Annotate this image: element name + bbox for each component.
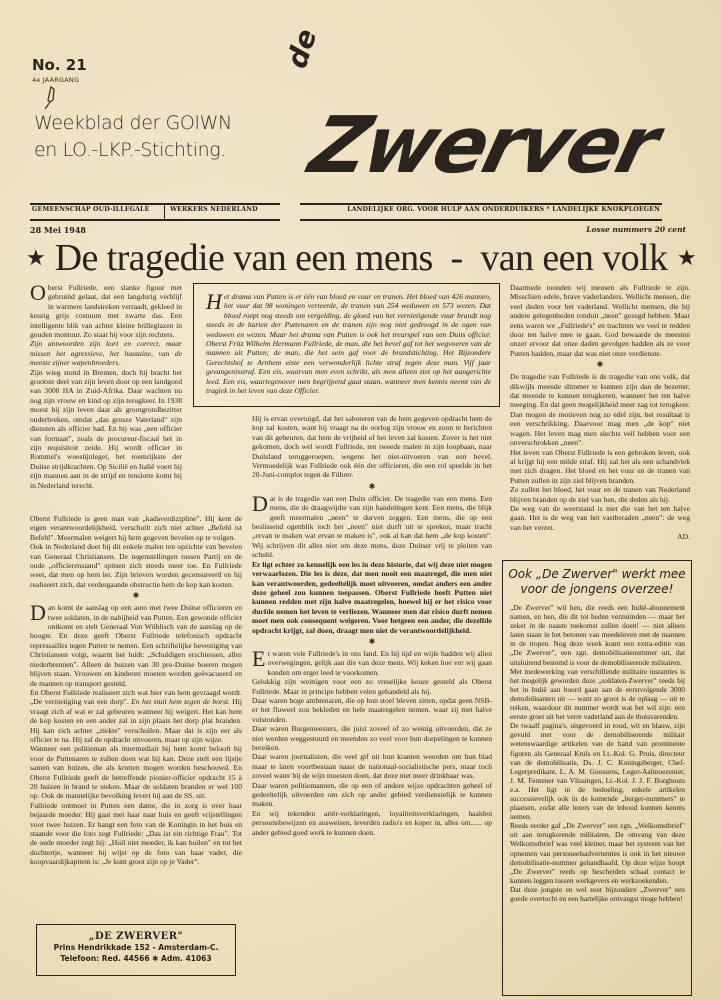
col3-p3: Het leven van Oberst Fullriede is een gebroken leven, ook al krijgt hij een milde straf. Hij zal het als een schandvlek met zich dragen. Het bloed en het vuur en de tranen van Putten zullen in zijn ziel blijven branden. xyxy=(510,447,690,485)
col2-dropcap-2: E xyxy=(252,645,266,671)
band-divider xyxy=(164,203,165,220)
col2-p5: Gelukkig zijn weinigen voor een zo vreselijke keuze gesteld als Oberst Fullriede. Maar in principe hebben velen gehandeld als hij. xyxy=(252,677,492,696)
headline xyxy=(26,236,696,280)
col2-p10: En wij tekenden ariër-verklaringen, loyaliteitsverklaringen, haalden persoonsbewijzen en ausweisen, leverden radio's en koper in, alles om...... op ander gebied goed werk te kunnen doen. xyxy=(252,808,492,837)
col3-p5: De weg van de weerstand is niet die van het ten halve gaan. Het is de weg van het vastberaden „neen": de weg van het verzet. xyxy=(510,503,690,532)
ook-p3: De twaalf pagina's, uitgevoerd in rood, wit en blauw, zijn gevuld met voor de demobiliserende militair wetenswaardige artikelen van de hand van prominente figuren als Generaal Kruls en Lt.-Kol. G. Pruis, directeur van de demobilisatie, Ds. J. C. Koningsberger, Chef-Legerpredikant, L. A. M. Goossens, Leger-Aalmoezenier, J. M. Fentener van Vlissingen, Lt.-Kol. J. J. F. Borghouts e.a. Het ligt in de bedoeling, enkele artikelen successievelijk ook in de komende „burger-nummers" te plaatsen, zodat alle lezers van de inhoud kunnen kennis nemen. xyxy=(510,721,685,822)
band-rule-top-left xyxy=(30,203,280,205)
column-1-lower xyxy=(30,514,242,867)
section-separator-icon: ✱ xyxy=(368,636,376,646)
subtitle-line-2: en LO.-LKP.-Stichting. xyxy=(34,139,226,161)
col3-p4: Zo zullen het bloed, het vuur en de tranen van Nederland blijven branden op de ziel van hen, die deden als hij. xyxy=(510,485,690,504)
col2-p8: Daar waren journalisten, die veel gif uit hun kranten weerden om hun blad maar te laten voortbestaan naast de nationaal-socialistische pers, maar toch zoveel water bij de wijn moesten doen, dat deze niet meer drinkbaar was. xyxy=(252,752,492,781)
masthead-subtitle xyxy=(34,110,232,164)
band-right: LANDELIJKE ORG. VOOR HULP AAN ONDERDUIKERS * LANDELIJKE KNOKPLOEGEN xyxy=(347,206,660,213)
intro-dropcap: H xyxy=(206,289,222,314)
ook-p4: Reeds eerder gaf „De Zwerver" een zgn. „Welkomstbrief" uit aan terugkerende militairen. De omvang van deze Welkomstbrief was veel kleiner, maar het systeem van het opnemen van personeelsadvertenties is ook in het nieuwe demobilisatie-nummer gehandhaafd. Op deze wijze hoopt „De Zwerver" reeds op bescheiden schaal contact te kunnen leggen tussen werkgevers en werkzoekenden. xyxy=(510,821,685,885)
issue-number: No. 21 xyxy=(32,56,87,74)
address-line: Prins Hendrikkade 152 - Amsterdam-C. xyxy=(53,943,219,952)
column-1 xyxy=(30,280,182,490)
band-left-1: GEMEENSCHAP OUD-ILLEGALE xyxy=(32,206,150,213)
subtitle-line-1: Weekblad der GOIWN xyxy=(34,112,232,134)
issue-date: 28 Mei 1948 xyxy=(30,225,86,235)
ook-p1: „De Zwerver" wil hen, die reeds een Indië-abonnement namen, en hen, die dit tot heden verzuimden — maar het zeker in de naaste toekomst zullen doen! — niet alleen laten staan in het betonen van meedeleven met de mannen in de tropen. Nog deze week komt een extra-editie van „De Zwerver", een zgn. demobilisatienummer uit, dat uitsluitend bestemd is voor de demobiliserende militairen. xyxy=(510,603,685,667)
ook-title-line-1: Ook „De Zwerver" werkt mee xyxy=(508,567,686,581)
col2-dropcap-1: D xyxy=(252,490,268,516)
ook-title xyxy=(503,567,691,597)
col2-p7: Daar waren Burgemeesters, die juist zoveel of zo weinig uitvoerden, dat ze niet werden weggestuurd en meenden zo veel voor hun dorpelingen te kunnen bereiken. xyxy=(252,724,492,752)
col2-p6: Daar waren hoge ambtenaren, die op hun stoel bleven zitten, opdat geen NSB-er het fluweel zou bekleden en hele maatregelen nemen, waar zij met halve volstonden. xyxy=(252,695,492,724)
col2-p2: at is de tragedie van een Duits officier. De tragedie van een mens. Een mens, die de draagwijdte van zijn handelingen kent. Een mens, die blijk geeft meermalen „neen" te durven zeggen. Een mens, die op een beslissend ogenblik toch het „neen" niet durft uit te spreken, maar tracht „ervan te maken wat ervan te maken is", ook al kan dat hem „de kop kosten". Wij schrijven dit alles niet om deze mens, deze Duitser vrij te pleiten van schuld. xyxy=(252,493,492,560)
col1-dropcap-2: D xyxy=(30,600,46,626)
address-title: „DE ZWERVER" xyxy=(88,931,184,942)
col1-p9: Wanneer een politieman als intermediair bij hem komt belooft hij voor de Puttenaren te zullen doen wat hij kan. Deze stelt een lijstje samen van huizen, die als krotten mogen worden beschouwd. En Oberst Fullriede geeft de betreffende pionier-officier opdracht 15 à 20 huizen in brand te steken. Maar de soldaten branden er wel 100 op. Ook de mannelijke bevolking levert hij aan de SS. uit. xyxy=(30,744,242,801)
col1-p2: Zijn antwoorden zijn kort en correct, maar missen het agressieve, het hautaine, van de meeste zijner wapenbroeders. xyxy=(30,339,182,368)
band-rule-bottom-right xyxy=(300,219,662,221)
ook-p2: Met medewerking van verschillende militaire instanties is het mogelijk geworden deze „soldaten-Zwerver" reeds bij het in Indië aan boord gaan aan de eerstvolgende 3000 demobilisanten uit — want zo groot is de oplaag — uit te reiken, waardoor dit nummer wordt wat het wil zijn: een eerste groet uit het verre vaderland aan de thuisvarenden. xyxy=(510,666,685,722)
ook-p5: Dat deze jongste en wel zeer bijzondere „Zwerver" een goede overtocht en een hartelijke ontvangst moge hebben! xyxy=(510,884,685,903)
star-icon-left: ★ xyxy=(26,245,46,270)
logo-wordmark: Zwerver xyxy=(301,101,665,191)
col1-p10: Fullriede ontmoet in Putten een dame, die in zorg is over haar bejaarde moeder. Hij gaat met haar naar huis en geeft vrijstellingen voor twee huizen. Er hangt een foto van de Koningin in het huis en staande voor die foto zegt Fullriede: „Das ist ein richtige Frau". Tot de oude moeder zegt hij: „Huil niet moeder, ik kan huilen" en tot het dochtertje, wanneer hij wijst op de foto van haar vader, die koopvaardijkapitein is: „Je kunt groot zijn op je Vader". xyxy=(30,800,242,867)
band-rule-bottom-left xyxy=(30,219,280,221)
section-separator-icon: ✱ xyxy=(132,591,140,601)
band-left-2: WERKERS NEDERLAND xyxy=(170,206,258,213)
pen-nib-icon xyxy=(42,86,56,110)
intro-body: et drama van Putten is er één van bloed en vuur en tranen. Het bloed van 426 mannen, het vuur dat 98 woningen verteerde, de tranen van 254 weduwen en 573 wezen. Dat bloed roept nog steeds om vergelding, de gloed van het vernietigende vuur brandt nog steeds in de harten der Puttenaren en de tranen zijn nog niet gedroogd in de ogen van weduwen en wezen. Maar het drama van Putten is ook het treurspel van een Duits officier. Oberst Fritz Wilhelm Hermann Fullriede, de man, die het bevel gaf tot het wegvoeren van de mannen uit Putten; de man, die het sein gaf voor de brandstichting. Het Bijzondere Gerechtshof te Arnhem eiste een verwonderlijk lichte straf tegen deze man. Vijf jaar gevangenisstraf. Een eis, waarvan men even schrikt, als men alleen ziet op het aangerichte leed. Een eis, waartegenover men begrijpend gaat staan, wanneer men kennis neemt van de tragiek in het leven van deze Officier. xyxy=(206,292,491,396)
col1-p8: Hij vraagt zich af wat er zal gebeuren wanneer hij weigert. Het kan hem de kop kosten en een ander zal in zijn plaats het dorp plat branden. Hij kan zich achter „ziekte" verschuilen. Maar dat is zijn eer als officier te na. Hij zal de opdracht uitvoeren, maar op zijn wijze. xyxy=(30,697,242,744)
intro-box xyxy=(193,283,500,407)
volume-label: 4e JAARGANG xyxy=(32,76,80,84)
intro-text xyxy=(206,289,491,396)
col1-p3: Zijn wieg stond in Bremen, doch hij bracht het grootste deel van zijn leven door op een landgoed van 3000 HA in Zuid-Afrika. Daar wachten nu nog zijn vrouw en kind op zijn terugkeer. In 1938 moest hij zijn leven daar als grootgrondbezitter onderbreken, omdat „das grosze Vaterland" zijn diensten als officier had. En hij was „een officier van formaat", zoals de procureur-fiscaal het in zijn requisitoir zeide. Hij wordt officier in Rommel's woestijnleger, het roemrijkste der Duitse strijdkrachten. Op Sicilië en Italië voert hij zijn mannen aan in de strijd en tenslotte komt hij in Nederland terecht. xyxy=(30,367,182,490)
col2-p9: Daar waren politiemannen, die op een of andere wijze opdrachten geheel of gedeeltelijk uitvoerden om zich op ander gebied verdienstelijk te kunnen maken. xyxy=(252,780,492,809)
col2-p3-bold: Er ligt echter zo kennelijk een les in deze historie, dat wij deze niet mogen verwaarlozen. Die les is deze, dat men nooit een maatregel, die men niet kan verantwoorden, gedeeltelijk moet uitvoeren, omdat anders een ander deze geheel zou kunnen toepassen. Oberst Fullriede heeft Putten niet kunnen redden met zijn halve maatregelen, hoewel hij er het risico voor durfde nemen het leven te verliezen. Wanneer men dat risico durft nemen moet men ook consequent weigeren. Voor hetgeen een ander, die dezelfde opdracht krijgt, zal doen, draagt men niet de verantwoordelijkheid. xyxy=(252,559,492,635)
section-separator-icon: ✱ xyxy=(596,360,604,370)
col3-p1: Daarmede toonden wij mensen als Fullriede te zijn. Misschien edele, brave vaderlanders. Wellicht mensen, die veel deden voor het vaderland. Wellicht mensen, die bij andere gelegenheden ronduit „neen" gezegd hebben. Maar eens waren we „Fullriede's" en trachtten we veel te redden door ten halve mee te gaan. God bewaarde de meesten onzer ervoor dat onze daden gevolgen hadden als ze voor Putten hadden, maar dat was niet onze verdienste. xyxy=(510,283,690,358)
section-separator-icon: ✱ xyxy=(368,481,376,491)
column-3 xyxy=(510,283,690,542)
ook-body xyxy=(510,603,685,903)
logo-de: de xyxy=(280,24,324,73)
col1-p6: an komt de aanslag op een auto met twee Duitse officieren en twee soldaten, in de nabijheid van Putten. Een gewonde officier ontkomt en stelt Generaal Von Wühlisch van de aanslag op de hoogte. En deze geeft Oberst Fullriede telefonisch opdracht repressailles tegen Putten te nemen. Een schriftelijke bevestiging van Christiansen volgt, waarin het luidt: „Schuldigen erschiessen, alles niederbrennen". Alleen de huizen van 30 pro-Duitse boeren mogen blijven staan. Vrouwen en kinderen moeten worden geëvacueerd en de mannen op transport gesteld. xyxy=(30,603,242,688)
star-icon-right: ★ xyxy=(676,245,696,270)
ook-title-line-2: voor de jongens overzee! xyxy=(520,582,674,596)
col3-p2: De tragedie van Fullriede is de tragedie van ons volk, dat dikwijls meende slimmer te kunnen zijn dan de bezetter, dat meende te kunnen terugkeren, wanneer het ten halve meeging. En dat geen mogelijkheid meer zag tot terugkeer. Dan mogen de motieven nog zo edel zijn, het resultaat is een verschrikking. Daarvoor mag men „de kop" niet wagen. Het leven mag men slechts veil hebben voor een onverschrokken „neen". xyxy=(510,372,690,448)
col1-p1: berst Fullriede, een slanke figuur met gebruind gelaat, dat een langdurig verblijf in warmere landstreken verraadt, gekleed in keurig grijs costuum met zwarte das. Een intelligente blik van achter kleine brilleglazen in gouden montuur. Zo staat hij voor zijn rechters. xyxy=(30,283,182,340)
column-2 xyxy=(252,414,492,837)
col1-p7: En Oberst Fullriede realiseert zich wat hier van hem gevraagd wordt. „De vernietiging van een dorp". xyxy=(30,687,242,707)
col1-p8-italic: En het stuit hem tegen de borst. xyxy=(131,697,230,707)
headline-text: De tragedie van een mens - van een volk xyxy=(54,237,668,279)
phone-line: Telefoon: Red. 44566 ✱ Adm. 41063 xyxy=(60,954,212,963)
col1-p5: Ook in Nederland doet hij dit enkele malen ten opzichte van bevelen van Generaal Christiansen. De tegenstellingen tussen Partij en de oude „officierenstand" spitsen zich steeds meer toe. En Fullriede weet, dat men op hem let. Zijn brieven worden gecensureerd en hij realiseert zich, dat verdergaande obstructie hem de kop kan kosten. xyxy=(30,542,242,589)
issue-price: Losse nummers 20 cent xyxy=(586,225,686,234)
band-rule-top-right xyxy=(300,203,662,205)
author-signature: AD. xyxy=(677,532,690,542)
col1-p4: Oberst Fullriede is geen man van „kadaverdizipline". Hij kent de eigen verantwoordelijkheid, verschuilt zich niet achter „Befehl ist Befehl". Meermalen weigert hij hem gegeven bevelen op te volgen. xyxy=(30,514,242,542)
col2-p1: Hij is ervan overtuigd, dat het saboteren van de hem gegeven opdracht hem de kop zal kosten, want hij vraagt na de oorlog zijn vrouw en zoon te berichten van dit gebeuren, dat hem de vrijheid of het leven zal kosten. Zover is het niet gekomen, doch wel wordt Fullriede, ten tweede malen in zijn loopbaan, naar Duitsland teruggeroepen, wegens het niet-uitvoeren van een bevel. Vermoedelijk was Fullriede ook één der officieren, die een rol speelde in het 20-Juni-complot tegen de Führer. xyxy=(252,414,492,480)
col2-p4: r waren vele Fullriede's in ons land. En bij tijd en wijle hadden wij allen overwegingen, gelijk aan die van deze mens. Wij keken hoe ver wij gaan konden om erger leed te voorkomen. xyxy=(267,648,492,677)
address-box xyxy=(36,924,236,976)
col1-dropcap-1: O xyxy=(30,280,46,305)
ook-box xyxy=(502,560,692,996)
